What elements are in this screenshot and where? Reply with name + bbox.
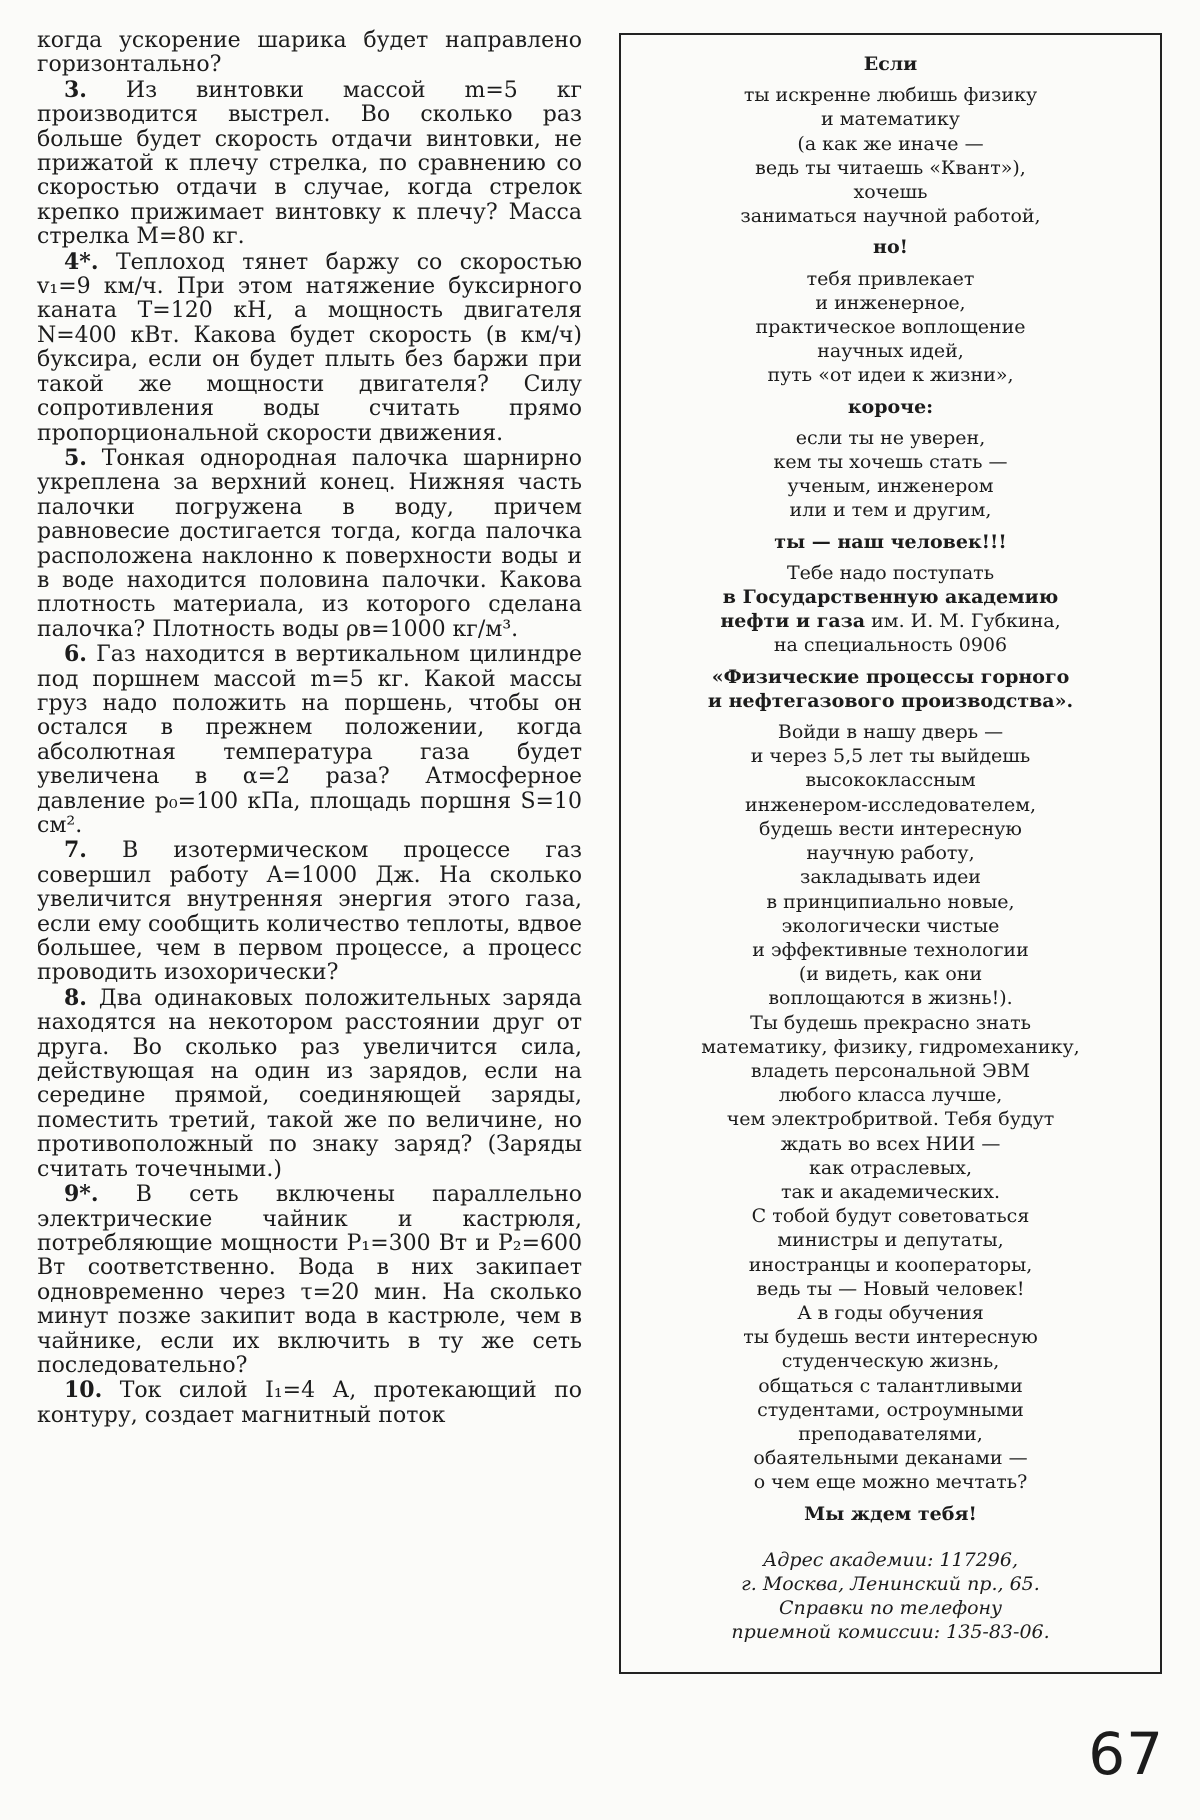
problem-body: когда ускорение шарика будет направлено горизонтально? (37, 28, 582, 78)
ad-line: кем ты хочешь стать — (773, 451, 1008, 474)
ad-line: «Физические процессы горного (711, 665, 1070, 688)
ad-line: и нефтегазового производства». (707, 689, 1074, 712)
ad-unsure (621, 426, 1160, 523)
ad-line: научную работу, (806, 842, 975, 865)
ad-line: научных идей, (817, 340, 964, 363)
ad-line: если ты не уверен, (795, 426, 986, 449)
ad-line: студенческую жизнь, (781, 1350, 1000, 1373)
problem-6 (37, 642, 582, 838)
ad-line: А в годы обучения (797, 1301, 984, 1324)
problem-body: Из винтовки массой m=5 кг производится выстрел. Во сколько раз больше будет скорость отдачи винтовки, не прижатой к плечу стрелка, по сравнению со скоростью отдачи в случае, когда стрелок крепко прижимает винтовку к плечу? Масса стрелка M=80 кг. (37, 77, 582, 250)
ad-body (621, 720, 1160, 1495)
problem-number: 10. (64, 1377, 103, 1404)
ad-attract (621, 267, 1160, 388)
problem-text (37, 28, 582, 78)
page-number: 67 (1088, 1720, 1164, 1788)
problem-number: 3. (64, 76, 87, 103)
problem-8 (37, 986, 582, 1182)
problem-number: 6. (64, 641, 87, 668)
problem-5 (37, 446, 582, 642)
academy-advertisement (619, 33, 1162, 1674)
ad-address (621, 1548, 1160, 1645)
ad-line: или и тем и другим, (789, 499, 992, 522)
problem-body: Два одинаковых положительных заряда находятся на некотором расстоянии друг от друга. Во сколько раз увеличится сила, действующая на один из зарядов, если на середине прямой, соединяющей заряды, поместить третий, такой же по величине, но противоположный по знаку заряд? (Заряды считать точечными.) (37, 985, 582, 1182)
ad-line: ведь ты — Новый человек! (756, 1277, 1025, 1300)
ad-line: (и видеть, как они (798, 963, 983, 986)
ad-line: и инженерное, (815, 291, 966, 314)
ad-academy-bold: нефти и газа (720, 610, 866, 633)
problem-body: Ток силой I₁=4 А, протекающий по контуру, создает магнитный поток (37, 1378, 582, 1428)
ad-but: но! (873, 236, 908, 259)
ad-line: в принципиально новые, (766, 890, 1015, 913)
problem-number: 4*. (64, 248, 99, 275)
ad-line: С тобой будут советоваться (751, 1205, 1030, 1228)
problem-4 (37, 250, 582, 446)
ad-academy-name (621, 609, 1160, 633)
ad-line: Ты будешь прекрасно знать (750, 1011, 1031, 1034)
ad-closing: Мы ждем тебя! (804, 1502, 977, 1525)
ad-line: закладывать идеи (800, 866, 981, 889)
ad-line: владеть персональной ЭВМ (750, 1059, 1031, 1082)
problem-9 (37, 1182, 582, 1378)
ad-line: высококлассным (805, 769, 976, 792)
problem-body: Тонкая однородная палочка шарнирно укреплена за верхний конец. Нижняя часть палочки погружена в воду, причем равновесие достигается тогда, когда палочка расположена наклонно к поверхности воды и в воде находится половина палочки. Какова плотность материала, из которого сделана палочка? Плотность воды ρв=1000 кг/м³. (37, 445, 582, 642)
ad-line: экологически чистые (781, 914, 1000, 937)
ad-heading: Если (863, 53, 918, 75)
ad-shorter: короче: (847, 395, 934, 418)
problem-number: 5. (64, 444, 87, 471)
ad-line: хочешь (853, 181, 928, 204)
problem-body: Теплоход тянет баржу со скоростью v₁=9 км/ч. При этом натяжение буксирного каната T=120 кН, а мощность двигателя N=400 кВт. Какова будет скорость (в км/ч) буксира, если он будет плыть без баржи при такой же мощности двигателя? Силу сопротивления воды считать прямо пропорциональной скорости движения. (37, 249, 582, 446)
ad-line: и через 5,5 лет ты выйдешь (750, 745, 1031, 768)
ad-line: ты будешь вести интересную (743, 1326, 1038, 1349)
problem-body: В сеть включены параллельно электрические чайник и кастрюля, потребляющие мощности P₁=300 Вт и P₂=600 Вт соответственно. Вода в них закипает одновременно через τ=20 мин. На сколько минут позже закипит вода в кастрюле, чем в чайнике, если их включить в ту же сеть последовательно? (37, 1182, 582, 1378)
ad-line: заниматься научной работой, (740, 205, 1041, 228)
ad-address-line: Справки по телефону (778, 1597, 1003, 1620)
ad-line: чем электробритвой. Тебя будут (726, 1108, 1055, 1131)
ad-line: тебя привлекает (806, 267, 975, 290)
ad-line: ждать во всех НИИ — (780, 1132, 1001, 1155)
ad-academy-rest: им. И. М. Губкина, (865, 610, 1061, 633)
ad-line: и математику (821, 108, 960, 131)
problem-number: 8. (64, 984, 87, 1011)
ad-line: воплощаются в жизнь!). (768, 987, 1013, 1010)
ad-address-line: г. Москва, Ленинский пр., 65. (741, 1572, 1040, 1595)
ad-line: обаятельными деканами — (753, 1447, 1028, 1470)
ad-intro (621, 83, 1160, 228)
ad-line: путь «от идеи к жизни», (767, 364, 1014, 387)
ad-line: любого класса лучше, (778, 1084, 1003, 1107)
problem-body: Газ находится в вертикальном цилиндре под поршнем массой m=5 кг. Какой массы груз надо положить на поршень, чтобы он остался в прежнем положении, когда абсолютная температура газа будет увеличена в α=2 раза? Атмосферное давление p₀=100 кПа, площадь поршня S=10 см². (37, 642, 582, 838)
ad-line: Войди в нашу дверь — (777, 721, 1004, 744)
ad-line: ведь ты читаешь «Квант»), (755, 156, 1026, 179)
ad-line: будешь вести интересную (759, 817, 1022, 840)
problem-number: 7. (64, 837, 87, 864)
ad-ours: ты — наш человек!!! (774, 530, 1007, 553)
ad-address-line: Адрес академии: 117296, (762, 1548, 1019, 1571)
ad-line: как отраслевых, (808, 1156, 973, 1179)
ad-line: преподавателями, (798, 1422, 983, 1445)
ad-line: студентами, остроумными (757, 1398, 1024, 1421)
ad-address-line: приемной комиссии: 135-83-06. (731, 1621, 1050, 1644)
ad-line: практическое воплощение (755, 316, 1026, 339)
ad-line: и эффективные технологии (752, 938, 1029, 961)
ad-line: математику, физику, гидромеханику, (701, 1035, 1080, 1058)
ad-line: министры и депутаты, (777, 1229, 1004, 1252)
problem-body: В изотермическом процессе газ совершил работу A=1000 Дж. На сколько увеличится внутренняя энергия этого газа, если ему сообщить количество теплоты, вдвое большее, чем в первом процессе, а процесс проводить изохорически? (37, 838, 582, 986)
problem-column (37, 28, 582, 1428)
ad-line: общаться с талантливыми (758, 1374, 1023, 1397)
ad-line: иностранцы и кооператоры, (748, 1253, 1033, 1276)
problem-7 (37, 838, 582, 985)
ad-line: (а как же иначе — (797, 132, 984, 155)
problem-number: 9*. (64, 1181, 99, 1208)
ad-enroll (621, 561, 1160, 658)
ad-line: так и академических. (780, 1180, 1001, 1203)
problem-3 (37, 78, 582, 250)
ad-academy-line: в Государственную академию (722, 586, 1059, 609)
ad-line: инженером-исследователем, (744, 793, 1037, 816)
ad-specialty: на специальность 0906 (773, 634, 1008, 657)
ad-line: ты искренне любишь физику (743, 84, 1038, 107)
ad-line: Тебе надо поступать (786, 561, 995, 584)
problem-10 (37, 1378, 582, 1428)
ad-line: о чем еще можно мечтать? (753, 1471, 1028, 1494)
ad-program (621, 665, 1160, 713)
ad-line: ученым, инженером (787, 475, 994, 498)
